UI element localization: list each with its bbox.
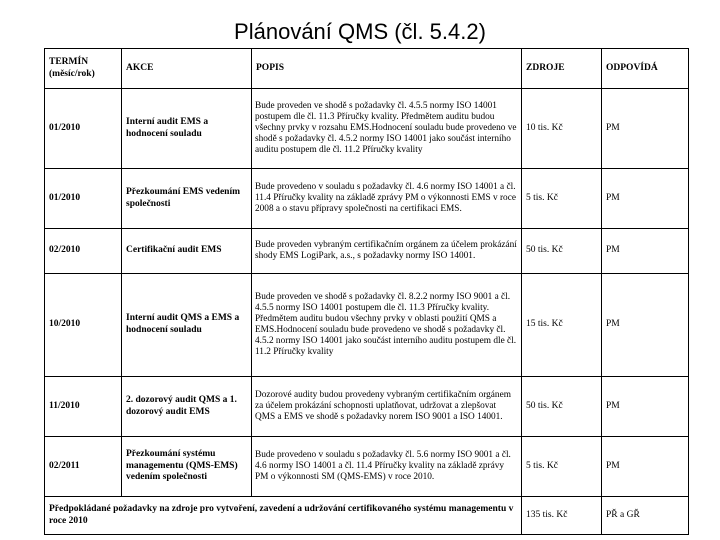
- summary-odpovida: PŘ a GŘ: [602, 497, 689, 535]
- qms-planning-table: [44, 48, 689, 535]
- summary-label: Předpokládané požadavky na zdroje pro vytvoření, zavedení a udržování certifikovaného systému managementu v roce 2010: [45, 497, 522, 535]
- header-termin: TERMÍN (měsíc/rok): [45, 49, 122, 89]
- cell-odpovida: PM: [602, 169, 689, 229]
- cell-popis: Bude provedeno v souladu s požadavky čl. 5.6 normy ISO 9001 a čl. 4.6 normy ISO 14001 a čl. 11.4 Příručky kvality na základě zprávy PM o výkonnosti SM (QMS-EMS) v roce 2010.: [252, 437, 522, 497]
- header-zdroje: ZDROJE: [522, 49, 602, 89]
- header-odpovida: ODPOVÍDÁ: [602, 49, 689, 89]
- table-row: [45, 89, 689, 169]
- cell-termin: 02/2011: [45, 437, 122, 497]
- cell-odpovida: PM: [602, 274, 689, 377]
- cell-termin: 10/2010: [45, 274, 122, 377]
- cell-akce: Interní audit QMS a EMS a hodnocení souladu: [122, 274, 252, 377]
- table-row: [45, 274, 689, 377]
- summary-row: [45, 497, 689, 535]
- header-akce: AKCE: [122, 49, 252, 89]
- cell-popis: Bude provedeno v souladu s požadavky čl. 4.6 normy ISO 14001 a čl. 11.4 Příručky kvality na základě zprávy PM o výkonnosti EMS v roce 2008 a o stavu přípravy společnosti na certifikaci EMS.: [252, 169, 522, 229]
- table-row: [45, 377, 689, 437]
- cell-zdroje: 15 tis. Kč: [522, 274, 602, 377]
- table-row: [45, 229, 689, 274]
- cell-termin: 01/2010: [45, 89, 122, 169]
- cell-odpovida: PM: [602, 89, 689, 169]
- cell-akce: Certifikační audit EMS: [122, 229, 252, 274]
- cell-termin: 11/2010: [45, 377, 122, 437]
- cell-popis: Bude proveden ve shodě s požadavky čl. 4.5.5 normy ISO 14001 postupem dle čl. 11.3 Příručky kvality. Předmětem auditu budou všechny prvky v rozsahu EMS.Hodnocení souladu bude provedeno ve shodě s požadavky čl. 4.5.2 normy ISO 14001 jako součást interního auditu postupem dle čl. 11.2 Příručky kvality: [252, 89, 522, 169]
- page-title: Plánování QMS (čl. 5.4.2): [234, 19, 486, 44]
- table-row: [45, 437, 689, 497]
- cell-zdroje: 50 tis. Kč: [522, 229, 602, 274]
- table-header-row: [45, 49, 689, 89]
- cell-popis: Bude proveden vybraným certifikačním orgánem za účelem prokázání shody EMS LogiPark, a.s., s požadavky normy ISO 14001.: [252, 229, 522, 274]
- cell-odpovida: PM: [602, 437, 689, 497]
- cell-popis: Bude proveden ve shodě s požadavky čl. 8.2.2 normy ISO 9001 a čl. 4.5.5 normy ISO 14001 postupem dle čl. 11.3 Příručky kvality. Předmětem auditu budou všechny prvky v oblasti použití QMS a EMS.Hodnocení souladu bude provedeno ve shodě s požadavky čl. 4.5.2 normy ISO 14001 jako součást interního auditu postupem dle čl. 11.2 Příručky kvality: [252, 274, 522, 377]
- cell-akce: Interní audit EMS a hodnocení souladu: [122, 89, 252, 169]
- cell-termin: 01/2010: [45, 169, 122, 229]
- cell-odpovida: PM: [602, 377, 689, 437]
- cell-odpovida: PM: [602, 229, 689, 274]
- cell-akce: Přezkoumání EMS vedením společnosti: [122, 169, 252, 229]
- summary-zdroje: 135 tis. Kč: [522, 497, 602, 535]
- cell-termin: 02/2010: [45, 229, 122, 274]
- cell-zdroje: 10 tis. Kč: [522, 89, 602, 169]
- cell-zdroje: 5 tis. Kč: [522, 437, 602, 497]
- cell-akce: 2. dozorový audit QMS a 1. dozorový audit EMS: [122, 377, 252, 437]
- table-row: [45, 169, 689, 229]
- cell-zdroje: 5 tis. Kč: [522, 169, 602, 229]
- cell-zdroje: 50 tis. Kč: [522, 377, 602, 437]
- cell-akce: Přezkoumání systému managementu (QMS-EMS) vedením společnosti: [122, 437, 252, 497]
- cell-popis: Dozorové audity budou provedeny vybraným certifikačním orgánem za účelem prokázání schopnosti uplatňovat, udržovat a zlepšovat QMS a EMS ve shodě s požadavky norem ISO 9001 a ISO 14001.: [252, 377, 522, 437]
- header-popis: POPIS: [252, 49, 522, 89]
